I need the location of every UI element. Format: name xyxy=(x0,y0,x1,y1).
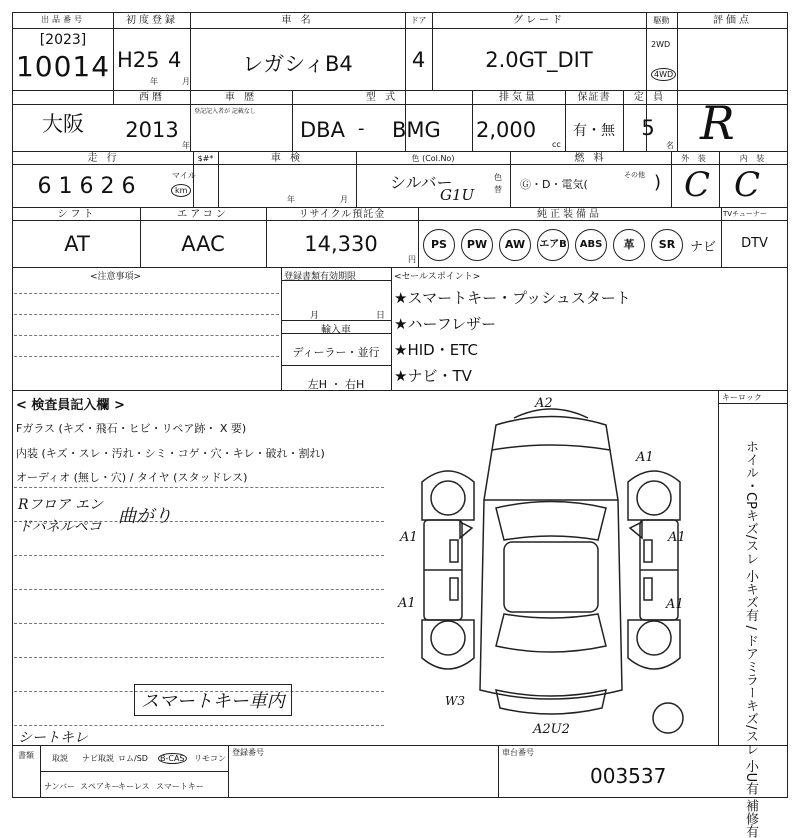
sales-point: ★ナビ・TV xyxy=(394,367,472,385)
note-line xyxy=(14,335,279,336)
shift-label: シフト xyxy=(57,209,97,220)
equip-aw: AW xyxy=(499,229,531,261)
car-name-label: 車 名 xyxy=(281,15,314,26)
exterior-label: 外 装 xyxy=(681,154,709,163)
note-line xyxy=(14,293,279,294)
shadai-sub: 登記記入者が 記載なし xyxy=(194,108,256,115)
doc-month: 月 xyxy=(310,311,320,321)
equip-pw: PW xyxy=(461,229,493,261)
mark-a2u2: A2U2 xyxy=(533,722,570,737)
note-line xyxy=(14,314,279,315)
note-line xyxy=(14,725,384,726)
shift: AT xyxy=(64,232,90,256)
mile-unit: マイル xyxy=(172,171,196,180)
rule xyxy=(40,771,228,772)
door-label: ドア xyxy=(410,16,427,25)
acc-keyless: キーレス xyxy=(118,782,150,791)
grade-label: グレード xyxy=(513,15,565,26)
first-reg-month: 4 xyxy=(168,48,182,72)
car-name: レガシィB4 xyxy=(242,52,353,76)
warranty: 有・無 xyxy=(573,123,615,139)
rule xyxy=(12,90,788,91)
mark-a1: A1 xyxy=(398,596,416,611)
rule xyxy=(12,104,788,105)
model-prefix: DBA xyxy=(300,118,345,142)
color-label: 色 (Col.No) xyxy=(411,154,455,163)
recycle-fee: 14,330 xyxy=(304,232,378,256)
displacement-label: 排気量 xyxy=(499,92,538,103)
hand-note-1: Rフロア エンドパネルペコ xyxy=(18,497,103,535)
rule xyxy=(12,745,788,746)
shaken-label: 車 検 xyxy=(270,153,304,164)
drive-4wd: 4WD xyxy=(651,68,676,81)
acc-remote: リモコン xyxy=(194,754,226,763)
mark-w3: W3 xyxy=(445,694,465,708)
year-tag: [2023] xyxy=(39,32,87,48)
acc-bcas: B-CAS xyxy=(160,754,185,763)
note-line xyxy=(14,623,384,624)
model-label: 型 式 xyxy=(365,92,399,103)
fuel-other: その他 xyxy=(624,171,645,179)
drive-2wd: 2WD xyxy=(651,40,671,49)
rating-label: 評価点 xyxy=(713,15,752,26)
mileage-digit: 6 xyxy=(79,174,94,199)
sales-point: ★ハーフレザー xyxy=(394,315,497,333)
auction-no-label: 出品番号 xyxy=(41,15,85,24)
rating-value: R xyxy=(700,96,735,150)
aircon-label: エアコン xyxy=(177,209,229,220)
capacity: 5 xyxy=(641,116,655,140)
mark-a1: A1 xyxy=(668,530,686,545)
displacement: 2,000 xyxy=(476,118,537,142)
note-line xyxy=(14,555,384,556)
nen-mark: 年 xyxy=(150,77,158,86)
mileage-digit: 1 xyxy=(58,174,73,199)
first-reg-label: 初度登録 xyxy=(126,15,178,26)
reg-no-label: 登録番号 xyxy=(232,748,264,757)
acc-rom-sd: ロム/SD xyxy=(118,754,148,763)
interior-label: 内 装 xyxy=(739,154,768,163)
rule xyxy=(718,390,719,745)
fuel-options: Ⓖ・D・電気( xyxy=(520,178,588,191)
note-line xyxy=(14,356,279,357)
recycle-label: リサイクル預託金 xyxy=(298,209,386,220)
shaken-nen: 年 xyxy=(287,195,295,204)
hand-note-2: 曲がり xyxy=(118,506,172,527)
hand-box: スマートキー車内 xyxy=(134,684,292,716)
interior-grade: C xyxy=(734,165,761,205)
color-code: G1U xyxy=(440,186,475,204)
doc-deadline-label: 登録書類有効期限 xyxy=(284,272,357,282)
note-line xyxy=(14,487,384,488)
tsuki-mark: 月 xyxy=(182,77,190,86)
car-diagram xyxy=(384,390,718,745)
rule xyxy=(228,745,229,798)
audio-line: オーディオ (無し・穴) / タイヤ (スタッドレス) xyxy=(16,471,248,484)
note-line xyxy=(14,657,384,658)
color: シルバー xyxy=(390,173,453,192)
sales-label: <セールスポイント> xyxy=(394,272,481,282)
seireki: 2013 xyxy=(125,118,179,142)
chassis-label: 車台番号 xyxy=(502,748,534,757)
first-reg-era: H25 xyxy=(117,48,160,72)
rule xyxy=(12,28,788,29)
warranty-label: 保証書 xyxy=(577,92,611,103)
equipment-label: 純正装備品 xyxy=(537,209,602,220)
mark-a1: A1 xyxy=(666,597,684,612)
interior-line: 内装 (キズ・スレ・汚れ・シミ・コゲ・穴・キレ・破れ・割れ) xyxy=(16,447,325,460)
shorui-label: 書類 xyxy=(18,751,34,760)
acc-navi-torisetsu: ナビ取説 xyxy=(82,754,114,763)
nen-mark: 年 xyxy=(182,141,190,150)
equip-leather: 革 xyxy=(613,229,645,261)
grade: 2.0GT_DIT xyxy=(485,48,593,72)
shadai-label: 車 歴 xyxy=(224,92,258,103)
auction-number: 10014 xyxy=(15,50,111,83)
equip-sr: SR xyxy=(651,229,683,261)
rule xyxy=(12,207,788,208)
mileage-digit: 6 xyxy=(37,174,52,199)
mileage-digits xyxy=(34,174,139,199)
caution-label: <注意事項> xyxy=(90,272,142,282)
rule xyxy=(718,403,788,404)
inspector-label: < 検査員記入欄 > xyxy=(16,398,125,413)
mileage-digit: 6 xyxy=(121,174,136,199)
equip-abs: ABS xyxy=(575,229,607,261)
tv: DTV xyxy=(741,236,768,251)
cc-unit: cc xyxy=(552,140,561,149)
km-unit: km xyxy=(171,184,191,197)
mark-a1: A1 xyxy=(636,450,654,465)
mark-a2: A2 xyxy=(535,396,553,411)
doc-day: 日 xyxy=(376,311,386,321)
meter-label: $#* xyxy=(197,154,214,163)
exterior-grade: C xyxy=(684,165,711,205)
import-value: ディーラー・並行 xyxy=(292,346,380,359)
glass-line: Fガラス (キズ・飛石・ヒビ・リペア跡・ X 要) xyxy=(16,422,247,435)
equip-airbag: エアB xyxy=(537,229,569,261)
color-change-label: 色替 xyxy=(494,173,502,194)
acc-spare-key: スペアキー xyxy=(80,782,120,791)
aircon: AAC xyxy=(181,232,225,256)
model-dash: - xyxy=(358,118,365,139)
fuel-label: 燃 料 xyxy=(574,153,607,164)
equip-navi: ナビ xyxy=(690,240,717,255)
capacity-label: 定 員 xyxy=(633,92,667,103)
rule xyxy=(281,365,391,366)
rule xyxy=(391,267,392,390)
mileage-label: 走 行 xyxy=(87,153,120,164)
equip-ps: PS xyxy=(423,229,455,261)
shaken-tsuki: 月 xyxy=(340,195,348,204)
mark-a1: A1 xyxy=(400,530,418,545)
right-column-notes: ホイル・CPキズ/スレ 小キズ有 / ドアミラーキズ/スレ 小U有 補修有 xyxy=(743,440,758,838)
chassis-number: 003537 xyxy=(590,764,667,788)
fuel-close: ) xyxy=(654,172,662,193)
mileage-digit: 2 xyxy=(100,174,115,199)
hand-note-3: シートキレ xyxy=(18,730,88,746)
region: 大阪 xyxy=(42,112,84,136)
model-code: BMG xyxy=(392,118,441,142)
doors: 4 xyxy=(411,48,426,72)
acc-smart-key: スマートキー xyxy=(156,782,204,791)
seireki-label: 西暦 xyxy=(139,92,165,103)
rule xyxy=(12,267,788,268)
rule xyxy=(498,745,499,798)
tv-label: TVチューナー xyxy=(723,210,767,218)
note-line xyxy=(14,589,384,590)
yen-unit: 円 xyxy=(408,255,416,264)
rule xyxy=(677,12,678,151)
drive-label: 駆動 xyxy=(653,16,670,25)
acc-torisetsu: 取説 xyxy=(52,754,68,763)
steering: 左H ・ 右H xyxy=(307,378,365,391)
sales-point: ★スマートキー・プッシュスタート xyxy=(394,289,631,307)
import-label: 輸入車 xyxy=(321,325,351,336)
keylock-label: キーロック xyxy=(722,393,762,402)
sales-point: ★HID・ETC xyxy=(394,341,478,359)
mei-unit: 名 xyxy=(666,141,674,150)
acc-number: ナンバー xyxy=(44,782,76,791)
